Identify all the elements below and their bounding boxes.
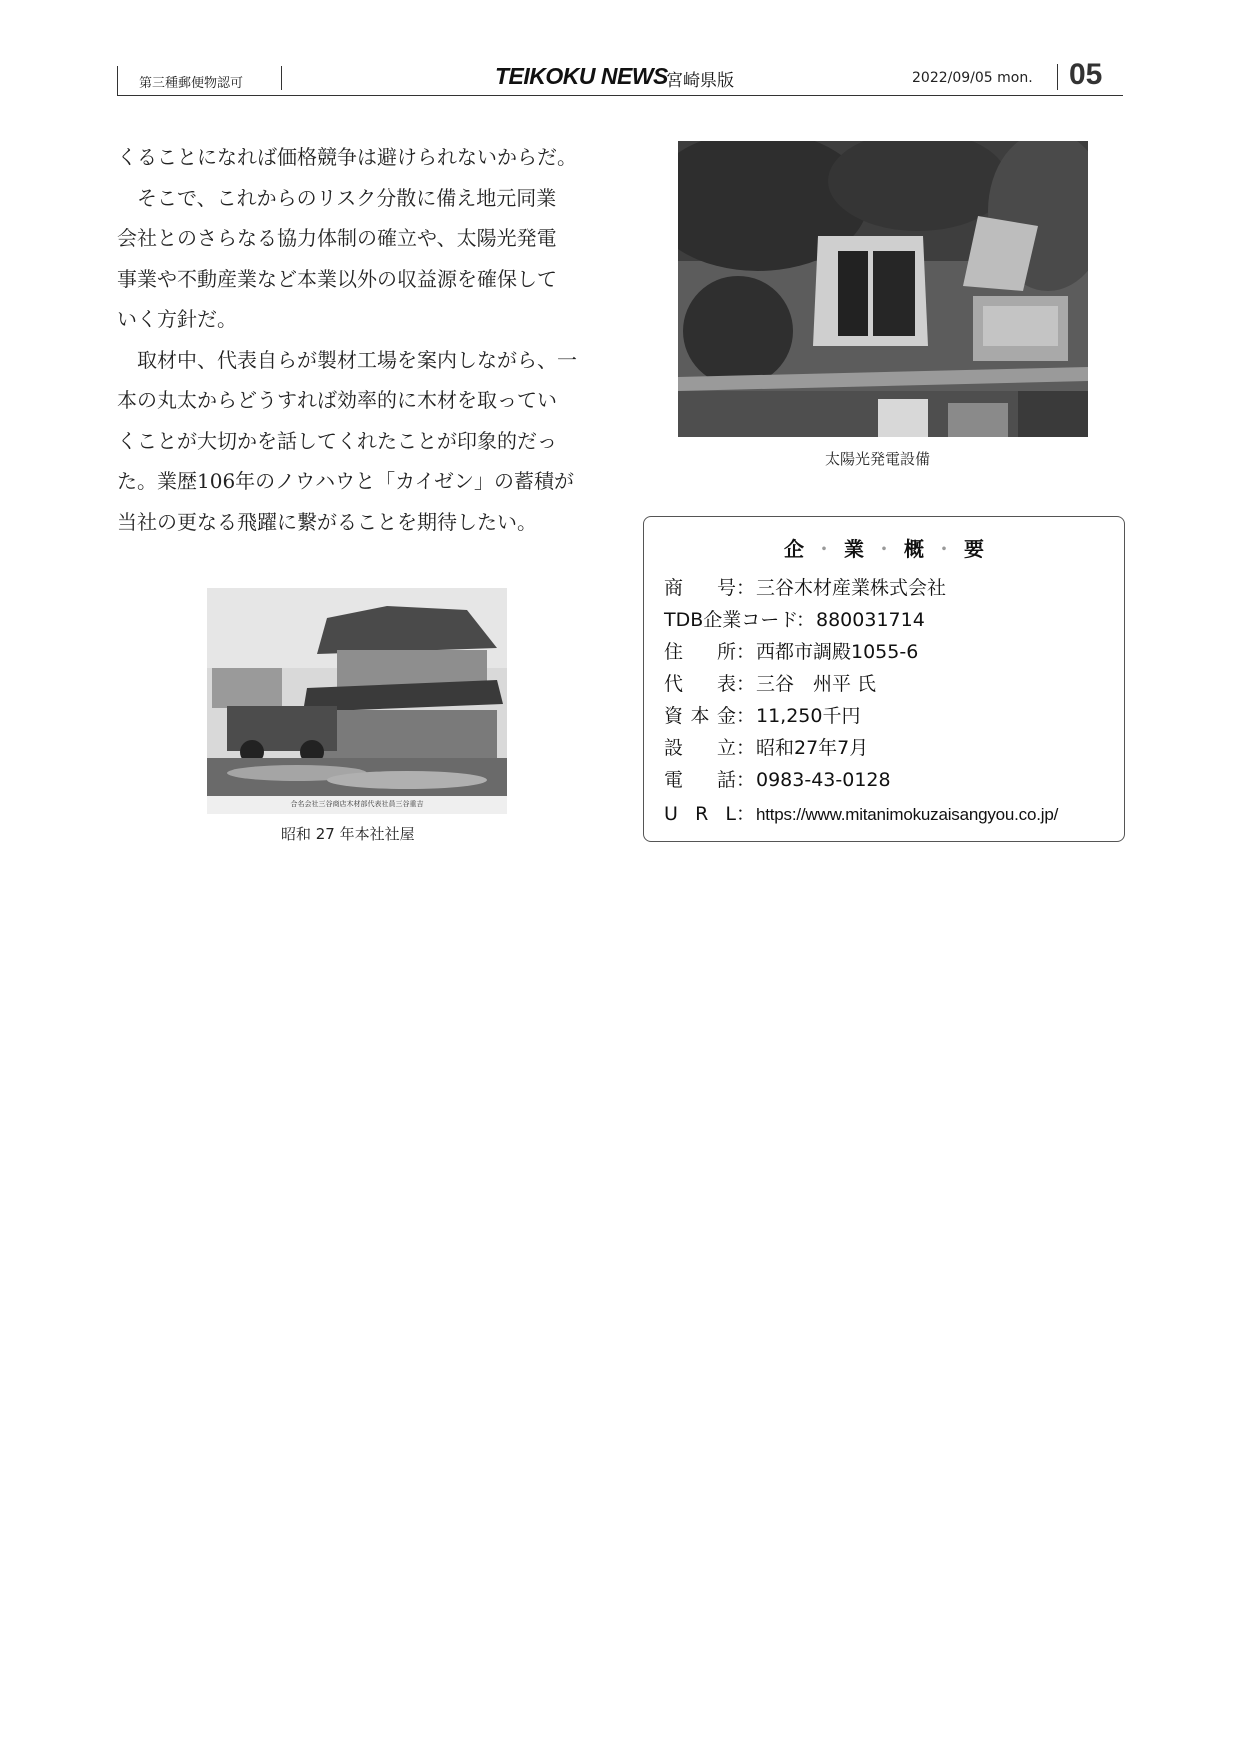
row-label (664, 573, 736, 600)
label-char: 表 (716, 673, 736, 695)
masthead-logo: TEIKOKU NEWS (495, 63, 668, 89)
article-line: 会社とのさらなる協力体制の確立や、太陽光発電 (117, 226, 557, 250)
header-divider (1057, 64, 1058, 90)
row-label (664, 605, 799, 632)
row-colon: ： (736, 737, 756, 759)
header-divider (281, 66, 282, 90)
overview-row-established (664, 733, 868, 765)
issue-date: 2022/09/05 mon. (912, 70, 1033, 86)
website-link[interactable]: https://www.mitanimokuzaisangyou.co.jp/ (756, 805, 1059, 824)
page-number: 05 (1069, 58, 1103, 91)
overview-row-trade-name (664, 573, 946, 605)
trade-name-value: 三谷木材産業株式会社 (756, 577, 947, 599)
row-colon: ： (736, 673, 756, 695)
edition-label: 宮崎県版 (666, 71, 734, 91)
row-colon: ： (736, 641, 756, 663)
label-char: 話 (716, 769, 736, 791)
row-colon: ： (796, 609, 816, 631)
article-line: た。業歴106年のノウハウと「カイゼン」の蓄積が (117, 469, 574, 493)
row-label (664, 669, 736, 696)
article-line: 本の丸太からどうすれば効率的に木材を取ってい (117, 388, 557, 412)
label-char: 立 (716, 737, 736, 759)
label-char: L (725, 803, 736, 825)
label-char: 電 (664, 769, 684, 791)
label-char: 設 (664, 737, 684, 759)
article-line: くことが大切かを話してくれたことが印象的だっ (117, 428, 557, 453)
row-label (664, 733, 736, 760)
label-char: 金 (716, 705, 736, 727)
row-label (664, 765, 736, 792)
overview-title-char: 要 (964, 537, 984, 561)
overview-row-representative (664, 669, 876, 701)
article-line: 取材中、代表自らが製材工場を案内しながら、一 (117, 347, 577, 372)
solar-facility-photo (678, 141, 1088, 437)
established-value: 昭和27年7月 (756, 737, 869, 759)
row-colon: ： (736, 803, 756, 825)
capital-value: 11,250千円 (756, 705, 861, 727)
overview-row-url (664, 799, 1058, 831)
solar-photo-caption: 太陽光発電設備 (825, 450, 931, 468)
article-body (117, 137, 599, 542)
overview-title-char: 企 (784, 537, 804, 561)
title-separator: ・ (814, 537, 834, 561)
label-char: 代 (664, 673, 684, 695)
row-colon: ： (736, 577, 756, 599)
overview-row-address (664, 637, 918, 669)
overview-row-phone (664, 765, 891, 797)
label-char: 住 (664, 641, 684, 663)
representative-value: 三谷 州平 氏 (756, 673, 877, 695)
label-char: 商 (664, 577, 684, 599)
article-line: 当社の更なる飛躍に繋がることを期待したい。 (117, 509, 537, 534)
row-label (664, 701, 736, 728)
label-char: 資 (664, 705, 684, 727)
article-line: くることになれば価格競争は避けられないからだ。 (117, 145, 577, 169)
historic-photo-inset: 合名会社三谷商店木材部代表社員三谷重吉 (290, 800, 424, 808)
article-line: そこで、これからのリスク分散に備え地元同業 (117, 185, 557, 210)
phone-value: 0983-43-0128 (756, 769, 891, 791)
row-label (664, 803, 736, 825)
label-char: R (695, 803, 709, 825)
address-value: 西都市調殿1055-6 (756, 641, 919, 663)
overview-row-tdb-code (664, 605, 925, 637)
title-separator: ・ (934, 537, 954, 561)
header-left-rule (117, 66, 118, 96)
historic-photo-illustration (207, 588, 507, 814)
overview-title-char: 概 (904, 537, 924, 561)
historic-office-photo (207, 588, 507, 814)
tdb-code-value: 880031714 (816, 609, 925, 631)
label-char: 本 (690, 705, 710, 727)
company-overview-box (643, 516, 1125, 842)
overview-row-capital (664, 701, 860, 733)
label-text: TDB企業コード (664, 609, 799, 631)
title-separator: ・ (874, 537, 894, 561)
postal-permit: 第三種郵便物認可 (139, 76, 244, 91)
label-char: 号 (716, 577, 736, 599)
row-colon: ： (736, 769, 756, 791)
header-rule (117, 95, 1123, 96)
article-line: 事業や不動産業など本業以外の収益源を確保して (117, 266, 557, 291)
historic-photo-caption: 昭和 27 年本社社屋 (281, 825, 415, 843)
label-char: 所 (716, 641, 736, 663)
aerial-photo-illustration (678, 141, 1088, 437)
label-char: U (664, 803, 678, 825)
row-colon: ： (736, 705, 756, 727)
overview-title-char: 業 (844, 537, 864, 561)
page-header (117, 58, 1127, 96)
row-label (664, 637, 736, 664)
overview-title (644, 533, 1124, 562)
article-line: いく方針だ。 (117, 307, 237, 331)
